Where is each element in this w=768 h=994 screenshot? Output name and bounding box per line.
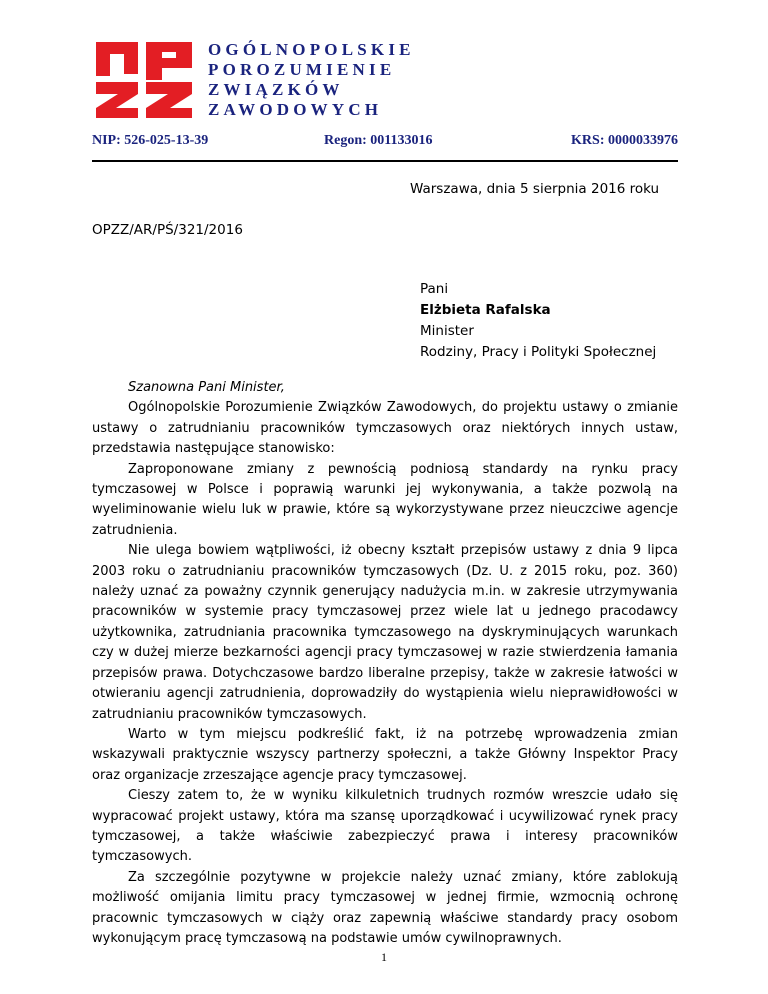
addressee-name: Elżbieta Rafalska xyxy=(420,302,551,318)
org-name-line-3: ZWIĄZKÓW xyxy=(208,80,344,99)
header-divider xyxy=(92,160,678,162)
org-name-line-4: ZAWODOWYCH xyxy=(208,100,383,119)
nip-number: NIP: 526-025-13-39 xyxy=(92,133,209,148)
paragraph: Ogólnopolskie Porozumienie Związków Zawodowych, do projektu ustawy o zmianie ustawy o zatrudnianiu pracowników tymczasowych oraz niektórych innych ustaw, przedstawia następujące stanowisko: xyxy=(92,400,678,457)
letter-date: Warszawa, dnia 5 sierpnia 2016 roku xyxy=(410,181,660,197)
organization-name xyxy=(208,40,415,120)
addressee-ministry: Rodziny, Pracy i Polityki Społecznej xyxy=(420,344,657,360)
addressee-title: Minister xyxy=(420,323,474,339)
paragraph: Warto w tym miejscu podkreślić fakt, iż na potrzebę wprowadzenia zmian wskazywali praktycznie wszyscy partnerzy społeczni, a także Główny Inspektor Pracy oraz organizacje zrzeszające agencje pracy tymczasowej. xyxy=(92,726,678,783)
paragraph: Nie ulega bowiem wątpliwości, iż obecny kształt przepisów ustawy z dnia 9 lipca 2003 roku o zatrudnianiu pracowników tymczasowych (Dz. U. z 2015 roku, poz. 360) należy uznać za poważny czynnik generujący nadużycia m.in. w zakresie utrzymywania pracowników w systemie pracy tymczasowej przez wiele lat u jednego pracodawcy użytkownika, zatrudniania pracownika tymczasowego na dyskryminujących warunkach czy w dużej mierze bezkarności agencji pracy tymczasowej w razie stwierdzenia łamania przepisów prawa. Dotychczasowe bardzo liberalne przepisy, także w zakresie łatwości w otwieraniu agencji zatrudnienia, doprowadziły do wystąpienia wielu nieprawidłowości w zatrudnianiu pracowników tymczasowych. xyxy=(92,543,678,722)
addressee-salutation: Pani xyxy=(420,281,449,297)
paragraph: Cieszy zatem to, że w wyniku kilkuletnich trudnych rozmów wreszcie udało się wypracować projekt ustawy, która ma szansę uporządkować i ucywilizować rynek pracy tymczasowej, a także właściwie zabezpieczyć prawa i interesy pracowników tymczasowych. xyxy=(92,788,678,865)
regon-number: Regon: 001133016 xyxy=(324,133,433,148)
paragraph: Zaproponowane zmiany z pewnością podniosą standardy na rynku pracy tymczasowej w Polsce i poprawią warunki jej wykonywania, a także pozwolą na wyeliminowanie wielu luk w prawie, które są wykorzystywane przez nieuczciwe agencje zatrudnienia. xyxy=(92,461,678,538)
letter-body xyxy=(92,378,678,949)
reference-number: OPZZ/AR/PŚ/321/2016 xyxy=(92,222,243,238)
org-name-line-2: POROZUMIENIE xyxy=(208,60,396,79)
opzz-logo-icon xyxy=(92,40,196,120)
org-name-line-1: OGÓLNOPOLSKIE xyxy=(208,40,415,59)
addressee-block xyxy=(420,279,656,363)
page-number: 1 xyxy=(381,950,387,964)
krs-number: KRS: 0000033976 xyxy=(571,133,678,148)
paragraph: Za szczególnie pozytywne w projekcie należy uznać zmiany, które zablokują możliwość omijania limitu pracy tymczasowej w jednej firmie, wzmocnią ochronę pracownic tymczasowych w ciąży oraz zapewnią właściwe standardy pracy osobom wykonującym pracę tymczasową na podstawie umów cywilnoprawnych. xyxy=(92,869,678,946)
greeting: Szanowna Pani Minister, xyxy=(128,380,285,395)
